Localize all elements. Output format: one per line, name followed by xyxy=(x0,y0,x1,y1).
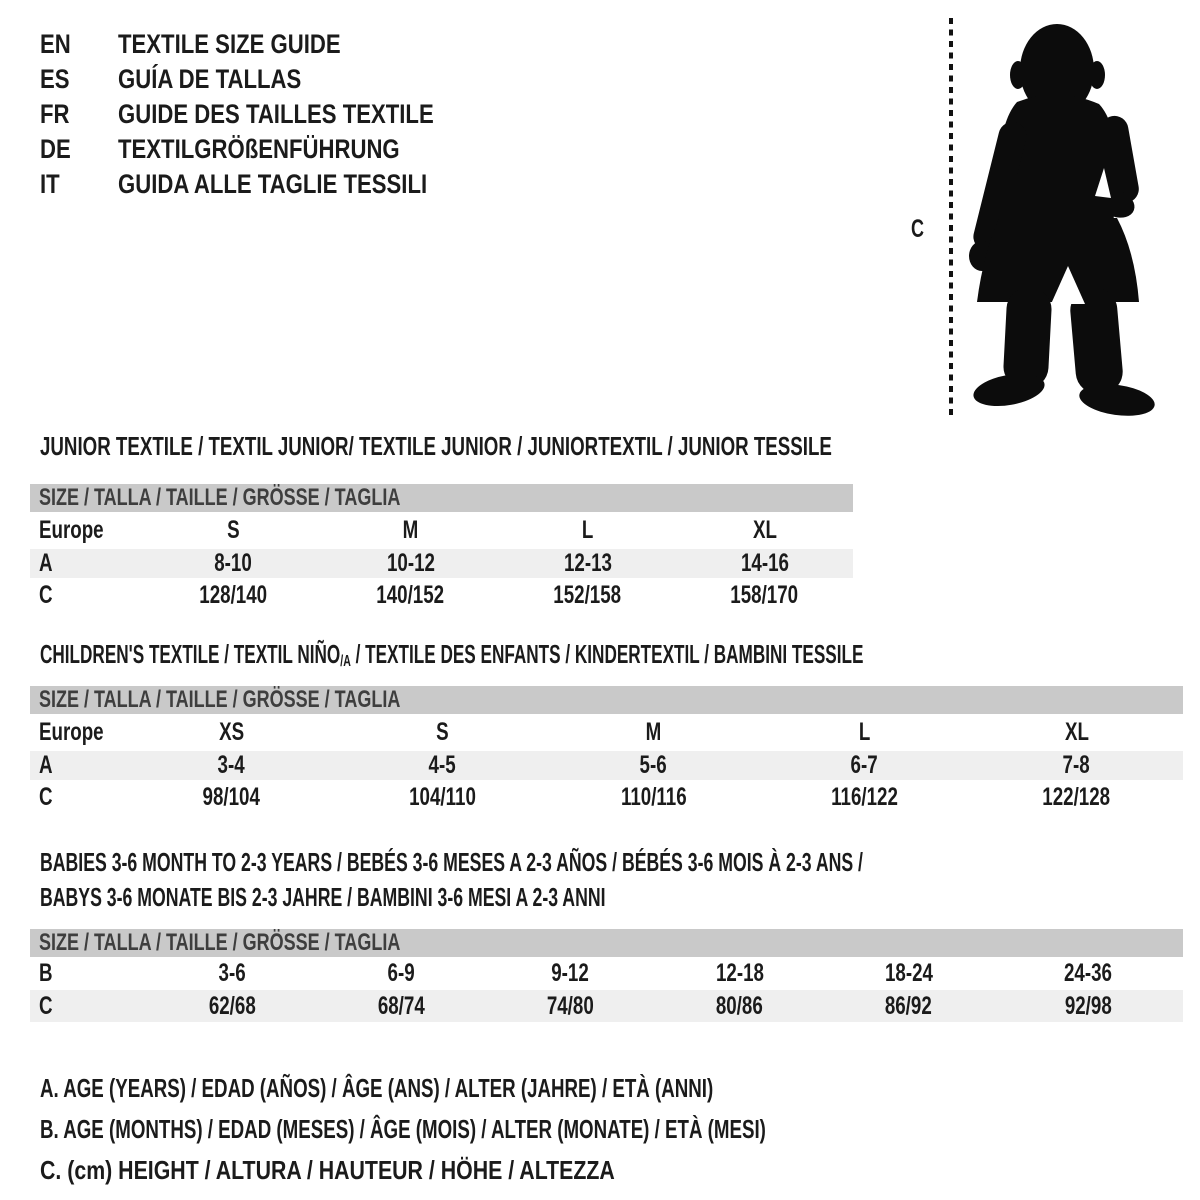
legend-item: B. AGE (MONTHS) / EDAD (MESES) / ÂGE (MOIS) / ALTER (MONATE) / ETÀ (MESI) xyxy=(40,1114,766,1144)
size-cell: 62/68 xyxy=(209,991,256,1020)
junior-table xyxy=(30,512,853,612)
table-row xyxy=(30,751,1183,780)
table-row xyxy=(30,990,1183,1022)
size-cell: 98/104 xyxy=(202,782,261,811)
size-cell: 140/152 xyxy=(376,580,445,609)
language-title: TEXTILE SIZE GUIDE xyxy=(118,29,341,59)
height-measure-label: C xyxy=(911,215,925,243)
size-cell: 86/92 xyxy=(885,991,932,1020)
row-label: C xyxy=(39,580,53,609)
children-table xyxy=(30,714,1183,814)
size-cell: 104/110 xyxy=(409,782,476,811)
size-cell: 128/140 xyxy=(199,580,268,609)
language-title: GUIDE DES TAILLES TEXTILE xyxy=(118,99,434,129)
size-cell: XS xyxy=(218,718,245,746)
size-cell: M xyxy=(402,516,419,544)
size-cell: 12-13 xyxy=(563,549,612,577)
table-row xyxy=(30,714,1183,751)
language-code: FR xyxy=(40,99,70,129)
measure-legend xyxy=(40,1070,1048,1193)
table-row xyxy=(30,578,853,612)
table-row xyxy=(30,512,853,549)
size-cell: 8-10 xyxy=(214,549,253,577)
size-cell: XL xyxy=(752,516,777,544)
row-label: Europe xyxy=(39,516,104,544)
table-row xyxy=(30,957,1183,990)
language-row xyxy=(40,97,503,132)
babies-size-table xyxy=(30,929,1183,1022)
row-label: C xyxy=(39,991,53,1020)
legend-item: A. AGE (YEARS) / EDAD (AÑOS) / ÂGE (ANS) / ALTER (JAHRE) / ETÀ (ANNI) xyxy=(40,1073,714,1103)
row-label: A xyxy=(39,751,53,779)
language-code: EN xyxy=(40,29,71,59)
size-cell: 7-8 xyxy=(1062,751,1091,779)
size-cell: 9-12 xyxy=(551,959,590,987)
language-title: GUÍA DE TALLAS xyxy=(118,64,302,94)
table-row xyxy=(30,780,1183,814)
size-cell: 18-24 xyxy=(884,959,933,987)
language-row xyxy=(40,62,503,97)
size-cell: 5-6 xyxy=(639,751,668,779)
size-cell: 92/98 xyxy=(1064,991,1112,1020)
children-section-title: CHILDREN'S TEXTILE / TEXTIL NIÑO/A / TEXTILE DES ENFANTS / KINDERTEXTIL / BAMBINI TESSILE xyxy=(40,639,864,670)
children-size-table xyxy=(30,686,1183,814)
size-cell: 12-18 xyxy=(715,959,764,987)
size-cell: 3-6 xyxy=(218,959,247,987)
babies-table xyxy=(30,957,1183,1022)
size-cell: 116/122 xyxy=(831,782,898,811)
language-code: ES xyxy=(40,64,70,94)
size-cell: 80/86 xyxy=(716,991,763,1020)
language-row xyxy=(40,167,503,202)
language-title-list xyxy=(40,27,503,202)
babies-section-title-line1: BABIES 3-6 MONTH TO 2-3 YEARS / BEBÉS 3-6 MESES A 2-3 AÑOS / BÉBÉS 3-6 MOIS À 2-3 ANS / xyxy=(40,847,863,877)
language-row xyxy=(40,132,503,167)
size-table-header: SIZE / TALLA / TAILLE / GRÖSSE / TAGLIA xyxy=(30,484,853,512)
babies-section-title-line2: BABYS 3-6 MONATE BIS 2-3 JAHRE / BAMBINI 3-6 MESI A 2-3 ANNI xyxy=(40,882,606,912)
size-cell: S xyxy=(436,718,449,746)
size-cell: 152/158 xyxy=(553,580,622,609)
size-cell: 6-9 xyxy=(387,959,416,987)
language-code: IT xyxy=(40,169,60,199)
size-cell: 4-5 xyxy=(428,751,457,779)
junior-section-title: JUNIOR TEXTILE / TEXTIL JUNIOR/ TEXTILE JUNIOR / JUNIORTEXTIL / JUNIOR TESSILE xyxy=(40,431,832,461)
toddler-body xyxy=(969,24,1155,420)
language-title: TEXTILGRÖßENFÜHRUNG xyxy=(118,134,400,164)
size-cell: 68/74 xyxy=(378,991,425,1020)
size-cell: L xyxy=(858,718,871,746)
size-cell: 122/128 xyxy=(1042,782,1111,811)
size-cell: M xyxy=(645,718,662,746)
size-cell: XL xyxy=(1064,718,1089,746)
size-table-header: SIZE / TALLA / TAILLE / GRÖSSE / TAGLIA xyxy=(30,686,1183,714)
size-cell: 10-12 xyxy=(386,549,435,577)
size-cell: L xyxy=(581,516,594,544)
size-cell: 110/116 xyxy=(620,782,687,811)
language-code: DE xyxy=(40,134,71,164)
size-cell: 74/80 xyxy=(547,991,594,1020)
size-cell: 6-7 xyxy=(850,751,879,779)
language-row xyxy=(40,27,503,62)
nino-a-subscript: /A xyxy=(340,653,351,670)
size-cell: 24-36 xyxy=(1064,959,1112,987)
toddler-silhouette xyxy=(905,10,1155,425)
row-label: C xyxy=(39,782,53,811)
row-label: A xyxy=(39,549,53,577)
size-cell: 158/170 xyxy=(730,580,799,609)
size-cell: 3-4 xyxy=(217,751,246,779)
legend-item: C. (cm) HEIGHT / ALTURA / HAUTEUR / HÖHE / ALTEZZA xyxy=(40,1155,615,1185)
row-label: B xyxy=(39,959,53,987)
size-cell: S xyxy=(227,516,240,544)
language-title: GUIDA ALLE TAGLIE TESSILI xyxy=(118,169,428,199)
row-label: Europe xyxy=(39,718,104,746)
table-row xyxy=(30,549,853,578)
junior-size-table xyxy=(30,484,853,612)
size-cell: 14-16 xyxy=(740,549,789,577)
size-table-header: SIZE / TALLA / TAILLE / GRÖSSE / TAGLIA xyxy=(30,929,1183,957)
